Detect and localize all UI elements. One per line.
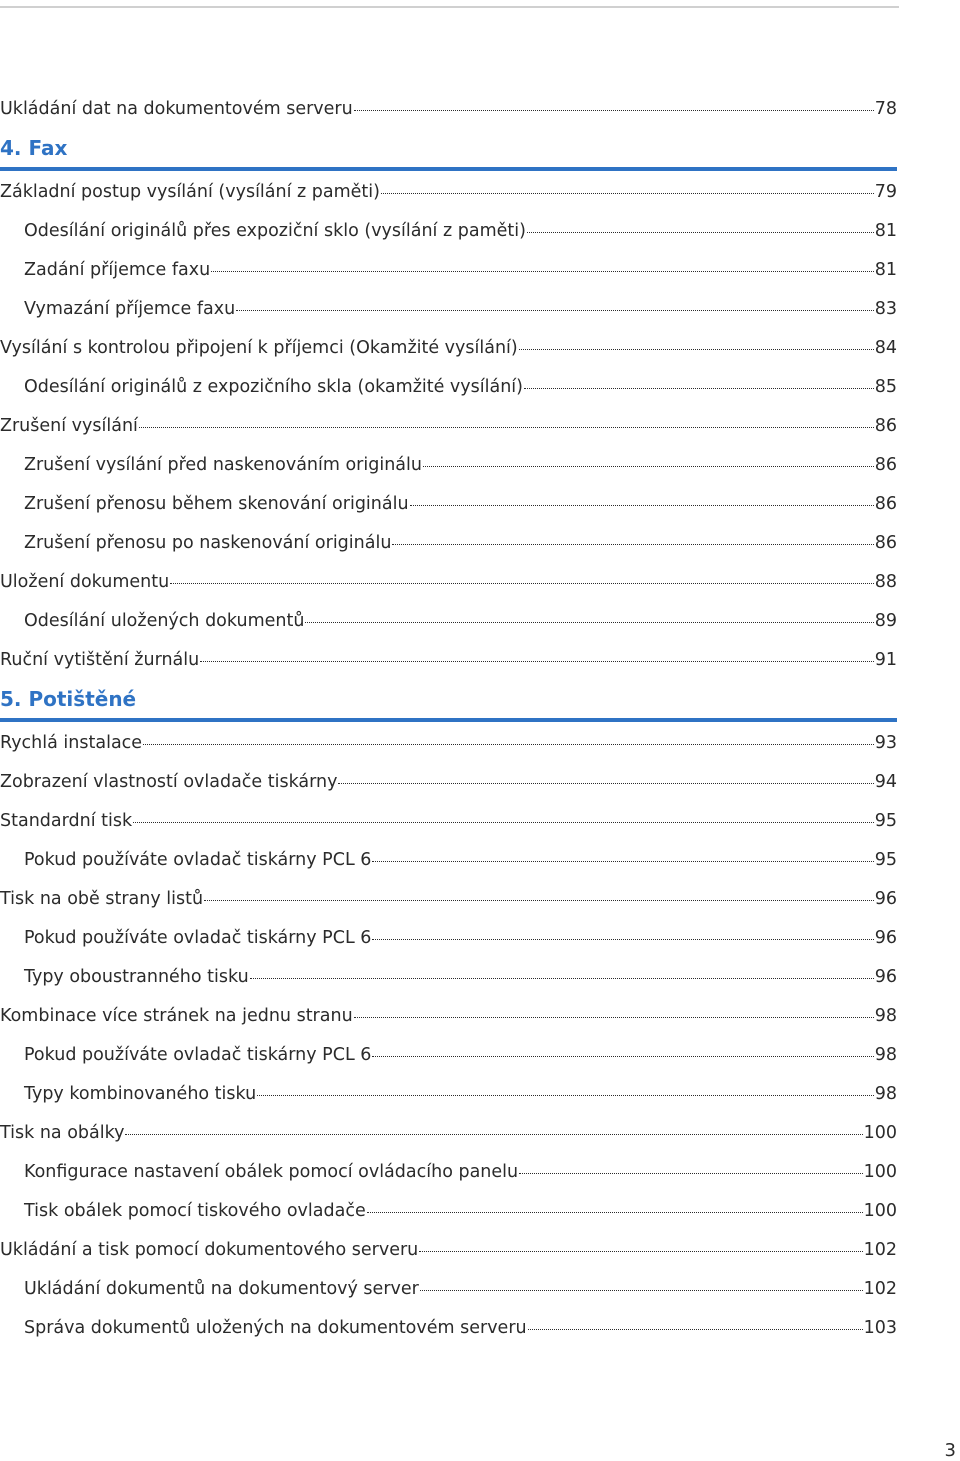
toc-entry[interactable] [0,181,897,203]
dot-leader [143,744,874,745]
toc-entry[interactable] [0,337,897,359]
toc-entry-page: 89 [874,611,897,631]
dot-leader [200,661,873,662]
dot-leader [250,978,874,979]
toc-entry-title: Typy oboustranného tisku [24,967,249,987]
toc-entry[interactable] [24,1278,897,1300]
toc-entry-page: 95 [874,850,897,870]
toc-entry-page: 94 [874,772,897,792]
toc-entry-page: 96 [874,928,897,948]
toc-entry-page: 98 [874,1006,897,1026]
toc-entry-page: 84 [874,338,897,358]
dot-leader [419,1251,862,1252]
toc-entry-title: Konfigurace nastavení obálek pomocí ovládacího panelu [24,1162,519,1182]
toc-entry[interactable] [24,1317,897,1339]
toc-entry[interactable] [24,966,897,988]
toc-entry-title: Správa dokumentů uložených na dokumentovém serveru [24,1318,527,1338]
toc-entry-title: Pokud používáte ovladač tiskárny PCL 6 [24,928,372,948]
toc-entry-title: Standardní tisk [0,811,133,831]
dot-leader [354,110,874,111]
toc-entry-page: 78 [874,99,897,119]
toc-entry-title: Základní postup vysílání (vysílání z paměti) [0,182,380,202]
toc-entry[interactable] [24,1044,897,1066]
dot-leader [423,466,874,467]
dot-leader [410,505,874,506]
toc-entry-page: 86 [874,494,897,514]
toc-entry[interactable] [0,1005,897,1027]
toc-entry-title: Pokud používáte ovladač tiskárny PCL 6 [24,1045,372,1065]
toc-entry[interactable] [24,259,897,281]
dot-leader [524,388,874,389]
toc-entry-title: Uložení dokumentu [0,572,170,592]
toc-entry-title: Odesílání originálů přes expoziční sklo (vysílání z paměti) [24,221,526,241]
dot-leader [211,271,874,272]
toc-entry[interactable] [0,771,897,793]
dot-leader [338,783,873,784]
toc-entry-page: 96 [874,889,897,909]
toc-entry-title: Ruční vytištění žurnálu [0,650,200,670]
dot-leader [372,939,873,940]
toc-entry[interactable] [24,220,897,242]
toc-entry[interactable] [24,1161,897,1183]
dot-leader [125,1134,862,1135]
toc-entry-title: Odesílání uložených dokumentů [24,611,305,631]
toc-entry-title: Ukládání dat na dokumentovém serveru [0,99,353,119]
dot-leader [372,861,873,862]
toc-entry-title: Ukládání a tisk pomocí dokumentového serveru [0,1240,419,1260]
toc-entry[interactable] [0,810,897,832]
toc-entry[interactable] [24,376,897,398]
toc-entry-title: Typy kombinovaného tisku [24,1084,257,1104]
dot-leader [381,193,874,194]
dot-leader [372,1056,873,1057]
toc-entry-page: 100 [863,1162,897,1182]
dot-leader [392,544,873,545]
dot-leader [305,622,873,623]
toc-entry-page: 85 [874,377,897,397]
toc-entry-page: 88 [874,572,897,592]
toc-entry[interactable] [0,1122,897,1144]
toc-entry[interactable] [24,1083,897,1105]
toc-entry-page: 91 [874,650,897,670]
chapter-heading: 5. Potištěné [0,686,897,722]
toc-entry[interactable] [0,415,897,437]
dot-leader [528,1329,863,1330]
toc-entry[interactable] [0,98,897,120]
toc-entry-page: 81 [874,221,897,241]
toc-entry-title: Vymazání příjemce faxu [24,299,236,319]
toc-entry-title: Zobrazení vlastností ovladače tiskárny [0,772,338,792]
toc-entry-title: Zrušení vysílání [0,416,138,436]
toc-entry-page: 103 [863,1318,897,1338]
chapter-heading: 4. Fax [0,135,897,171]
dot-leader [257,1095,874,1096]
toc-entry-page: 95 [874,811,897,831]
toc-entry-page: 102 [863,1279,897,1299]
toc-entry[interactable] [0,732,897,754]
dot-leader [519,1173,862,1174]
toc-entry-title: Ukládání dokumentů na dokumentový server [24,1279,419,1299]
toc-entry-page: 98 [874,1084,897,1104]
toc-entry-page: 83 [874,299,897,319]
page-number: 3 [944,1440,956,1461]
toc-entry-page: 100 [863,1201,897,1221]
toc-entry-title: Pokud používáte ovladač tiskárny PCL 6 [24,850,372,870]
toc-entry[interactable] [24,610,897,632]
toc-entry[interactable] [24,849,897,871]
toc-entry-title: Zadání příjemce faxu [24,260,211,280]
dot-leader [519,349,874,350]
dot-leader [133,822,874,823]
dot-leader [170,583,874,584]
toc-entry-page: 81 [874,260,897,280]
toc-entry-page: 79 [874,182,897,202]
toc-entry[interactable] [24,532,897,554]
toc-entry-title: Tisk na obálky [0,1123,125,1143]
toc-entry[interactable] [0,888,897,910]
toc-entry-page: 86 [874,455,897,475]
toc-entry[interactable] [24,927,897,949]
dot-leader [420,1290,863,1291]
dot-leader [367,1212,863,1213]
dot-leader [204,900,874,901]
toc-entry[interactable] [24,454,897,476]
toc-entry-page: 93 [874,733,897,753]
toc-entry-page: 96 [874,967,897,987]
toc-entry-title: Odesílání originálů z expozičního skla (okamžité vysílání) [24,377,523,397]
dot-leader [139,427,874,428]
dot-leader [354,1017,874,1018]
toc-entry-title: Zrušení vysílání před naskenováním originálu [24,455,422,475]
toc-entry-title: Tisk obálek pomocí tiskového ovladače [24,1201,366,1221]
toc-entry-page: 86 [874,533,897,553]
toc-entry-page: 98 [874,1045,897,1065]
toc-entry[interactable] [0,571,897,593]
toc-entry-page: 86 [874,416,897,436]
toc-entry[interactable] [24,298,897,320]
dot-leader [236,310,874,311]
toc-entry-page: 100 [863,1123,897,1143]
toc-entry[interactable] [24,1200,897,1222]
toc-entry[interactable] [0,649,897,671]
toc-entry-title: Vysílání s kontrolou připojení k příjemci (Okamžité vysílání) [0,338,518,358]
toc-entry-page: 102 [863,1240,897,1260]
toc-entry-title: Zrušení přenosu během skenování originálu [24,494,409,514]
toc-entry[interactable] [24,493,897,515]
toc-entry-title: Zrušení přenosu po naskenování originálu [24,533,392,553]
toc-entry-title: Kombinace více stránek na jednu stranu [0,1006,353,1026]
toc-entry-title: Tisk na obě strany listů [0,889,204,909]
toc-entry[interactable] [0,1239,897,1261]
toc-entry-title: Rychlá instalace [0,733,143,753]
dot-leader [527,232,874,233]
